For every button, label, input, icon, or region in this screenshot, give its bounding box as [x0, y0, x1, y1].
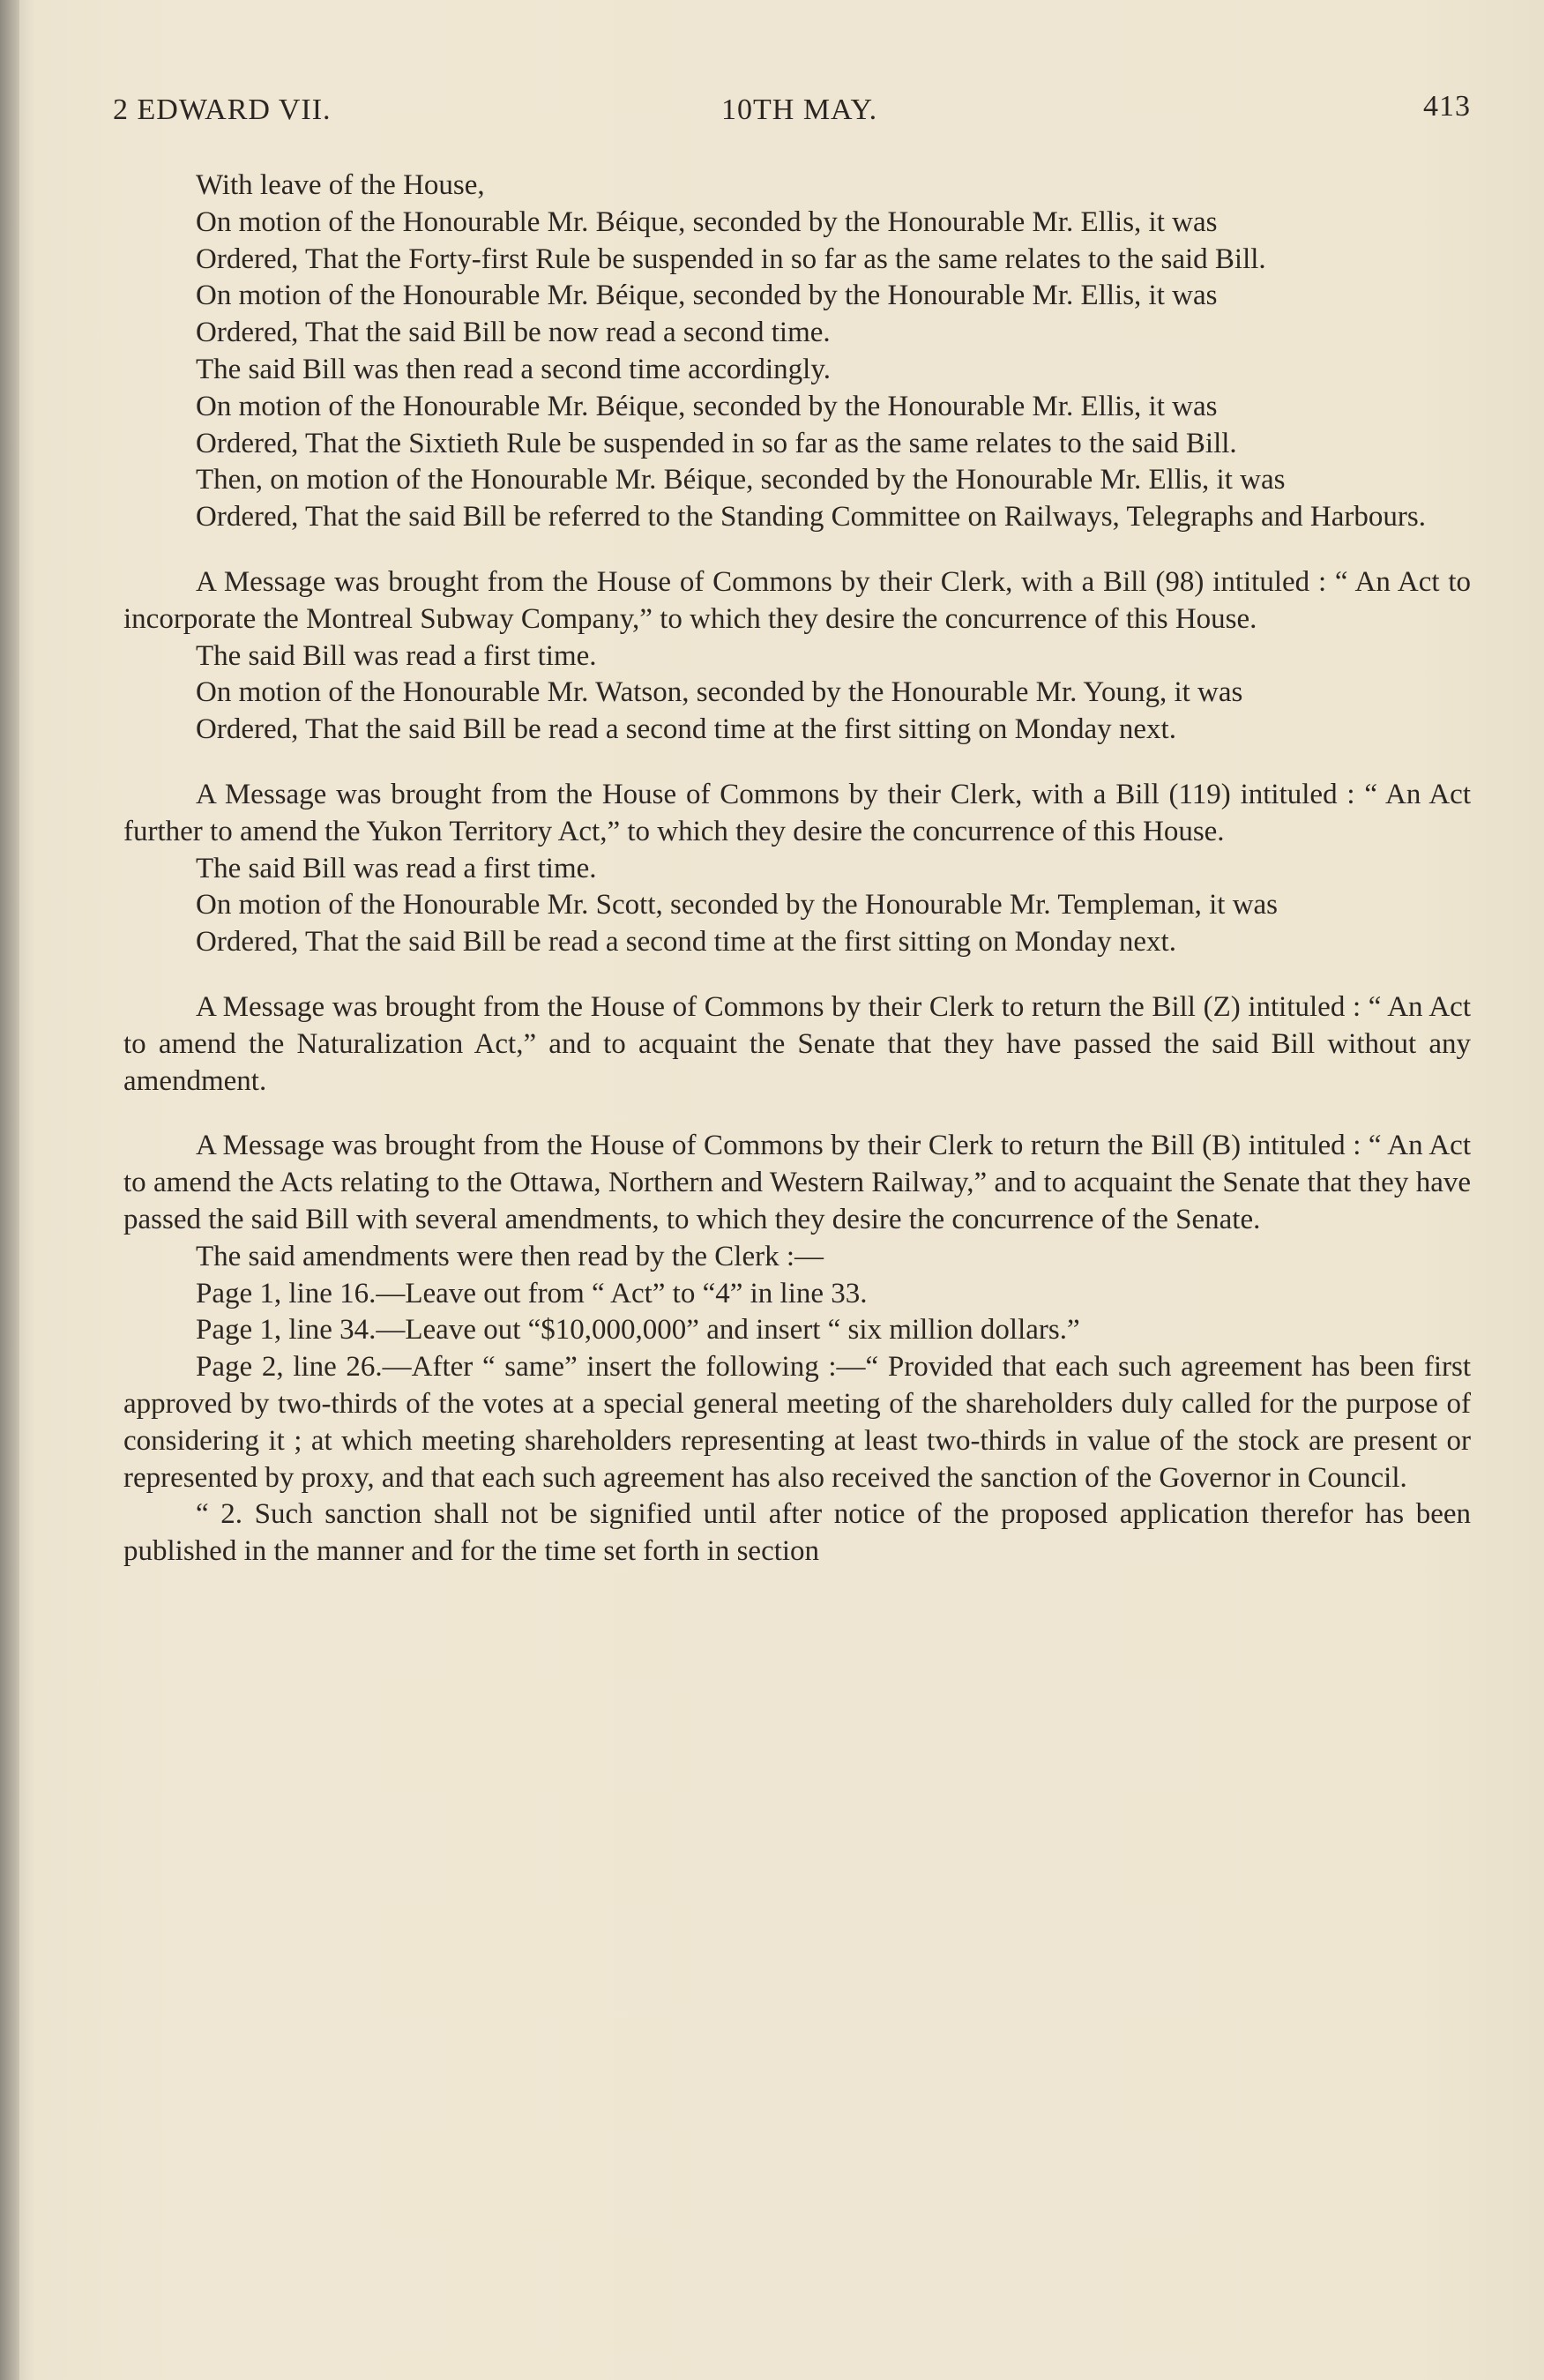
- paragraph: Then, on motion of the Honourable Mr. Béique, seconded by the Honourable Mr. Ellis, it was: [196, 464, 1286, 496]
- paragraph: On motion of the Honourable Mr. Watson, seconded by the Honourable Mr. Young, it was: [196, 676, 1243, 709]
- paragraph: The said Bill was read a first time.: [196, 852, 597, 884]
- paragraph: Page 1, line 34.—Leave out “$10,000,000” and insert “ six million dollars.”: [196, 1314, 1080, 1347]
- journal-text: [123, 168, 1471, 1571]
- header-date: 10TH MAY.: [721, 93, 878, 126]
- header-session: 2 EDWARD VII.: [113, 93, 332, 126]
- paragraph: Ordered, That the Forty-first Rule be suspended in so far as the same relates to the said Bill.: [196, 242, 1266, 275]
- paragraph: The said amendments were then read by the Clerk :—: [196, 1240, 824, 1272]
- paragraph: A Message was brought from the House of Commons by their Clerk to return the Bill (Z) intituled : “ An Act to amend the Naturalization Act,” and to acquaint the Senate that they have passed the said Bill without any amendment.: [123, 990, 1471, 1097]
- paragraph: A Message was brought from the House of Commons by their Clerk, with a Bill (98) intituled : “ An Act to incorporate the Montreal Subway Company,” to which they desire the concurrence of this House.: [123, 565, 1471, 635]
- paragraph: Ordered, That the said Bill be now read a second time.: [196, 317, 831, 349]
- paragraph: A Message was brought from the House of Commons by their Clerk to return the Bill (B) intituled : “ An Act to amend the Acts relating to the Ottawa, Northern and Western Railway,” and to acquaint the Senate that they have passed the said Bill with several amendments, to which they desire the concurrence of the Senate.: [123, 1130, 1471, 1235]
- binding-edge: [0, 0, 19, 2380]
- paragraph: Page 1, line 16.—Leave out from “ Act” to “4” in line 33.: [196, 1277, 868, 1309]
- paragraph: On motion of the Honourable Mr. Béique, seconded by the Honourable Mr. Ellis, it was: [196, 280, 1218, 312]
- paragraph: Ordered, That the Sixtieth Rule be suspended in so far as the same relates to the said Bill.: [196, 427, 1237, 459]
- paragraph: On motion of the Honourable Mr. Béique, seconded by the Honourable Mr. Ellis, it was: [196, 390, 1218, 422]
- page-number: 413: [1423, 90, 1471, 123]
- paragraph: The said Bill was then read a second time accordingly.: [196, 353, 831, 385]
- paragraph: A Message was brought from the House of Commons by their Clerk, with a Bill (119) intituled : “ An Act further to amend the Yukon Territory Act,” to which they desire the concurrence of this House.: [123, 778, 1471, 847]
- running-header: [113, 86, 1471, 131]
- paragraph: “ 2. Such sanction shall not be signified until after notice of the proposed application therefor has been published in the manner and for the time set forth in section: [123, 1498, 1471, 1568]
- paragraph: Ordered, That the said Bill be referred to the Standing Committee on Railways, Telegraphs and Harbours.: [196, 501, 1426, 533]
- paragraph: With leave of the House,: [196, 169, 485, 201]
- paragraph: Ordered, That the said Bill be read a second time at the first sitting on Monday next.: [196, 926, 1176, 959]
- paragraph: On motion of the Honourable Mr. Béique, seconded by the Honourable Mr. Ellis, it was: [196, 205, 1218, 238]
- paragraph: On motion of the Honourable Mr. Scott, seconded by the Honourable Mr. Templeman, it was: [196, 889, 1279, 921]
- paragraph: The said Bill was read a first time.: [196, 639, 597, 672]
- paragraph: Page 2, line 26.—After “ same” insert the following :—“ Provided that each such agreement has been first approved by two-thirds of the votes at a special general meeting of the shareholders duly called for the purpose of considering it ; at which meeting shareholders representing at least two-thirds in value of the stock are present or represented by proxy, and that each such agreement has also received the sanction of the Governor in Council.: [123, 1351, 1471, 1494]
- paragraph: Ordered, That the said Bill be read a second time at the first sitting on Monday next.: [196, 713, 1176, 746]
